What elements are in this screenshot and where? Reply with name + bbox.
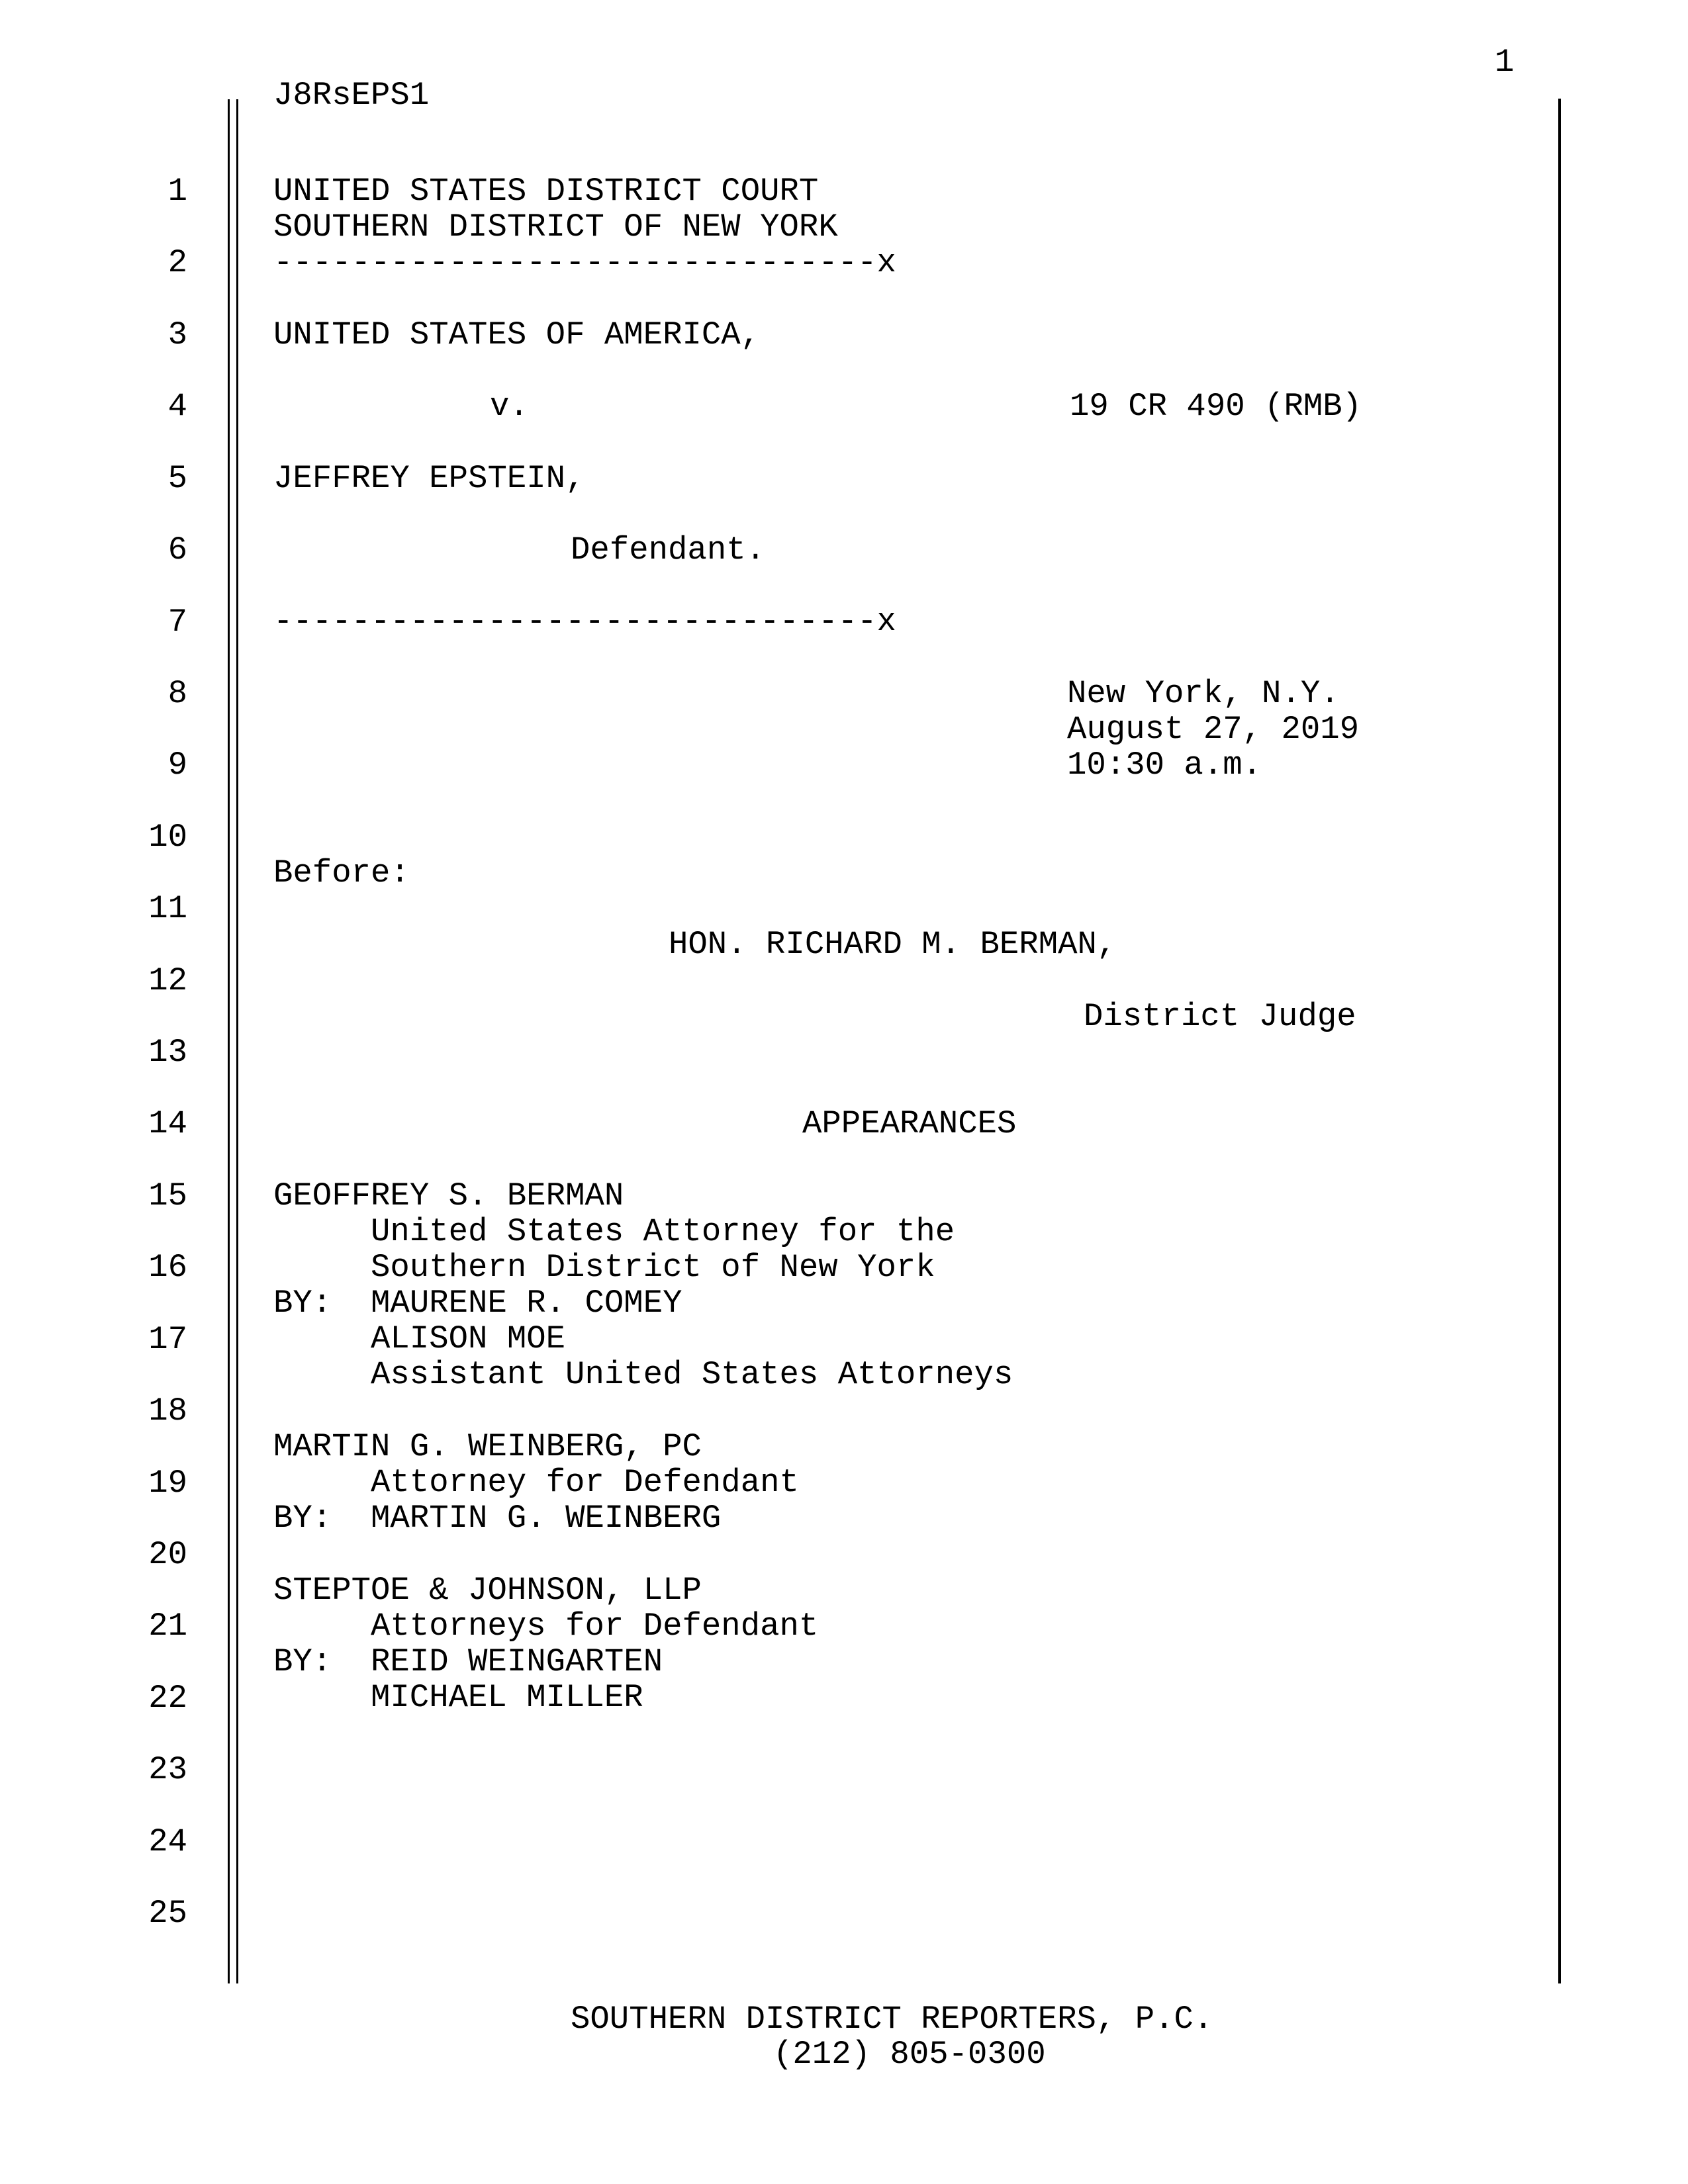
right-margin-rule: [1558, 99, 1561, 1983]
transcript-line: August 27, 2019: [1067, 711, 1360, 748]
transcript-line: Southern District of New York: [371, 1249, 935, 1286]
line-number: 24: [148, 1823, 187, 1860]
transcript-line: 19 CR 490 (RMB): [1070, 388, 1362, 425]
transcript-line: v.: [490, 388, 529, 425]
transcript-line: STEPTOE & JOHNSON, LLP: [273, 1572, 702, 1609]
transcript-line: Before:: [273, 854, 410, 891]
transcript-line: UNITED STATES OF AMERICA,: [273, 316, 761, 353]
line-number: 9: [167, 747, 187, 784]
page-number: 1: [1495, 44, 1515, 81]
transcript-line: ALISON MOE: [371, 1320, 566, 1357]
line-number: 5: [167, 459, 187, 497]
transcript-line: APPEARANCES: [802, 1105, 1017, 1142]
transcript-line: UNITED STATES DISTRICT COURT: [273, 173, 819, 210]
transcript-line: BY: MAURENE R. COMEY: [273, 1285, 682, 1322]
transcript-line: Attorneys for Defendant: [371, 1608, 819, 1645]
transcript-id-header: J8RsEPS1: [273, 77, 430, 114]
transcript-line: MARTIN G. WEINBERG, PC: [273, 1428, 702, 1465]
transcript-line: GEOFFREY S. BERMAN: [273, 1177, 624, 1214]
line-number: 13: [148, 1034, 187, 1071]
transcript-line: United States Attorney for the: [371, 1213, 955, 1250]
line-number: 22: [148, 1679, 187, 1717]
transcript-line: 10:30 a.m.: [1067, 747, 1262, 784]
transcript-line: Assistant United States Attorneys: [371, 1356, 1013, 1393]
transcript-line: Attorney for Defendant: [371, 1464, 799, 1501]
footer-line: SOUTHERN DISTRICT REPORTERS, P.C.: [571, 2001, 1213, 2038]
transcript-line: HON. RICHARD M. BERMAN,: [669, 926, 1117, 963]
line-number: 3: [167, 316, 187, 353]
transcript-line: MICHAEL MILLER: [371, 1679, 643, 1716]
line-number: 4: [167, 388, 187, 426]
line-number: 18: [148, 1392, 187, 1430]
left-margin-rule-inner: [236, 99, 238, 1983]
line-number: 8: [167, 674, 187, 712]
line-number: 19: [148, 1464, 187, 1502]
transcript-line: New York, N.Y.: [1067, 675, 1340, 712]
line-number: 16: [148, 1249, 187, 1287]
line-number: 2: [167, 244, 187, 282]
transcript-line: Defendant.: [571, 531, 766, 569]
line-number: 7: [167, 603, 187, 641]
line-number: 25: [148, 1895, 187, 1932]
line-number: 10: [148, 818, 187, 856]
transcript-line: SOUTHERN DISTRICT OF NEW YORK: [273, 208, 838, 246]
line-number: 20: [148, 1535, 187, 1573]
line-number: 17: [148, 1320, 187, 1358]
transcript-line: JEFFREY EPSTEIN,: [273, 460, 585, 497]
line-number: 21: [148, 1608, 187, 1645]
transcript-line: BY: REID WEINGARTEN: [273, 1643, 663, 1680]
line-number: 15: [148, 1177, 187, 1214]
transcript-line: -------------------------------x: [273, 244, 896, 281]
line-number: 11: [148, 890, 187, 928]
left-margin-rule-outer: [228, 99, 230, 1983]
transcript-line: District Judge: [1084, 998, 1356, 1035]
footer-line: (212) 805-0300: [773, 2036, 1046, 2073]
transcript-line: -------------------------------x: [273, 603, 896, 640]
line-number: 6: [167, 531, 187, 569]
line-number: 23: [148, 1751, 187, 1789]
transcript-line: BY: MARTIN G. WEINBERG: [273, 1500, 722, 1537]
line-number: 12: [148, 962, 187, 999]
line-number: 1: [167, 173, 187, 210]
line-number: 14: [148, 1105, 187, 1143]
